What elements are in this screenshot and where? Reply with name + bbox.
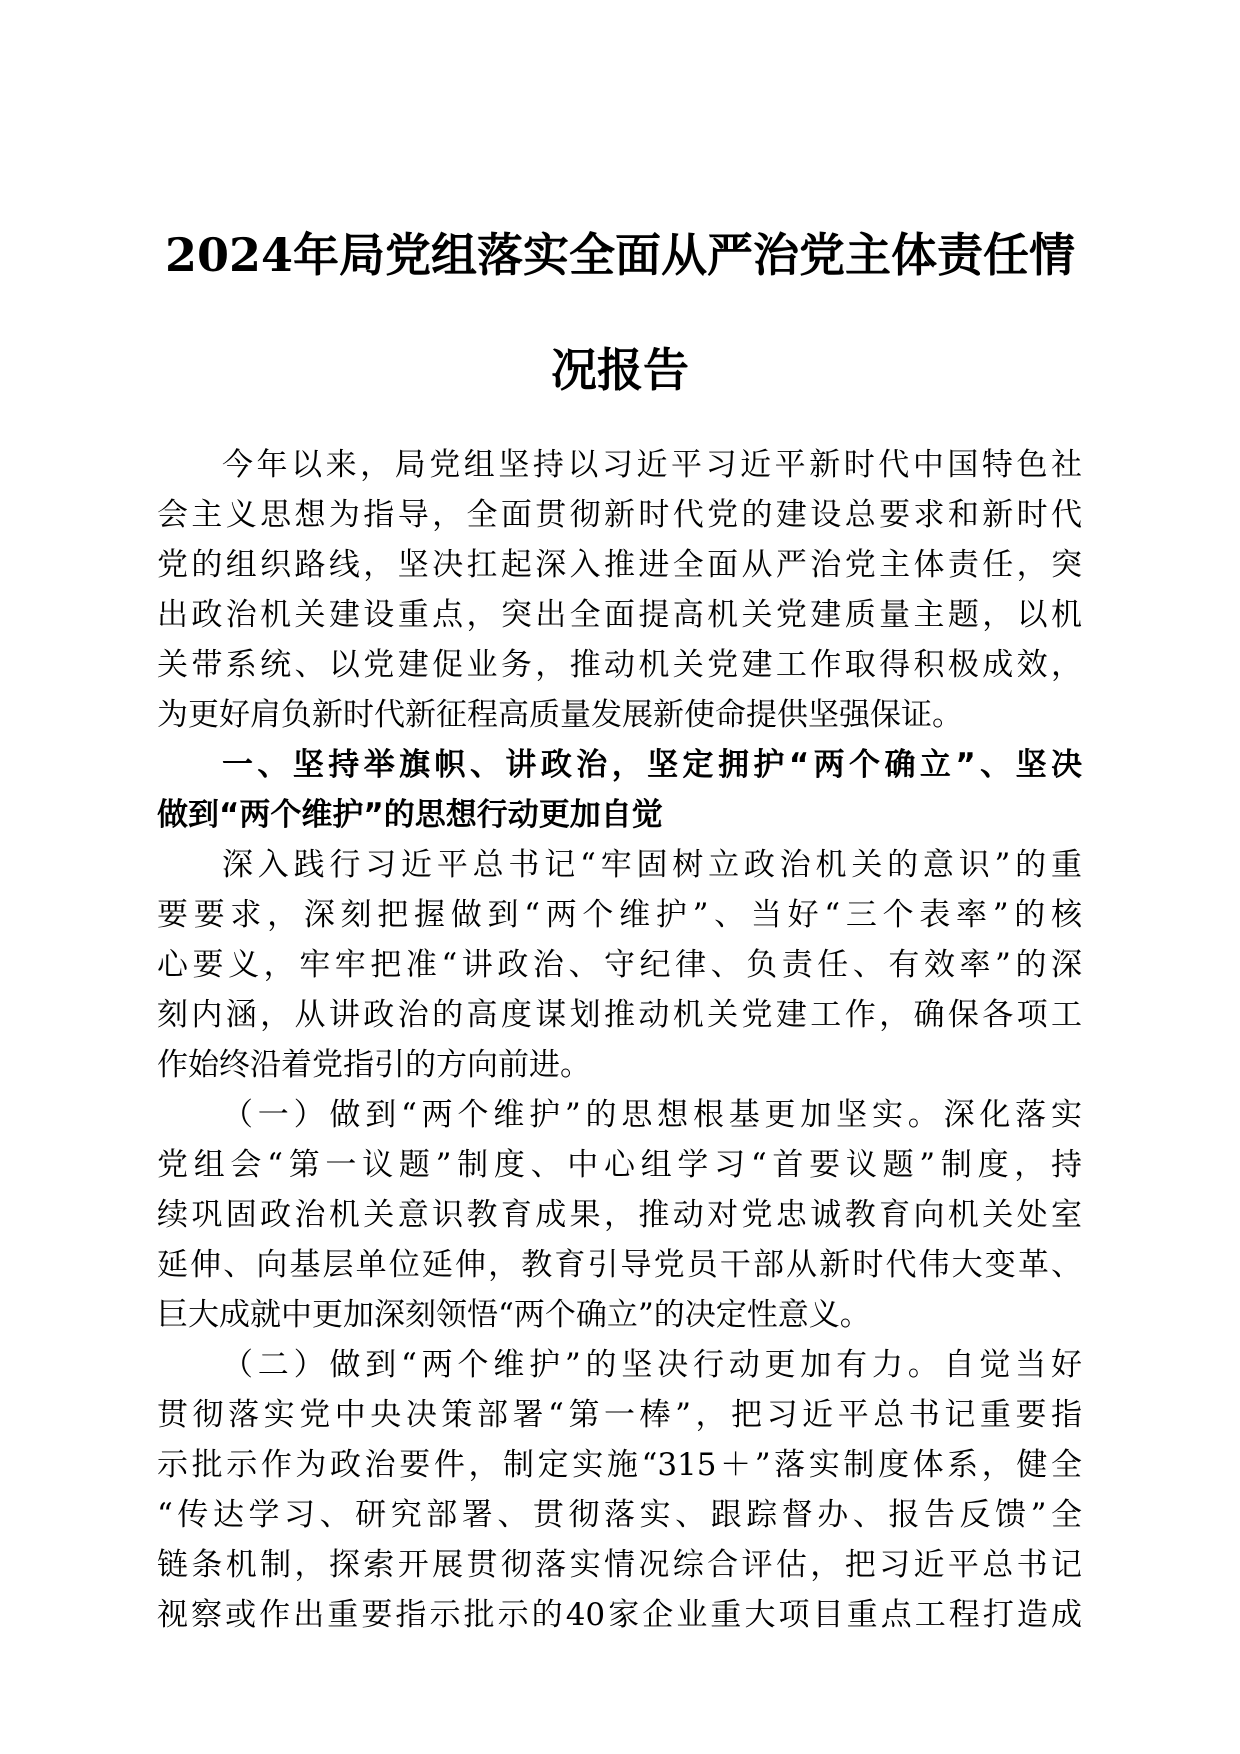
paragraph-line: 要要求，深刻把握做到“两个维护”、当好“三个表率”的核 [157,897,1082,933]
intro-line: 出政治机关建设重点，突出全面提高机关党建质量主题，以机 [157,597,1082,633]
paragraph-line: 延伸、向基层单位延伸，教育引导党员干部从新时代伟大变革、 [157,1247,1082,1283]
paragraph-line: 贯彻落实党中央决策部署“第一棒”，把习近平总书记重要指 [157,1397,1082,1433]
intro-line: 今年以来，局党组坚持以习近平习近平新时代中国特色社 [222,447,1082,483]
section-heading-line: 做到“两个维护”的思想行动更加自觉 [157,797,663,833]
paragraph-line: 链条机制，探索开展贯彻落实情况综合评估，把习近平总书记 [157,1547,1082,1583]
intro-line: 关带系统、以党建促业务，推动机关党建工作取得积极成效， [157,647,1082,683]
paragraph-line: 示批示作为政治要件，制定实施“315＋”落实制度体系，健全 [157,1447,1082,1483]
paragraph-line: 续巩固政治机关意识教育成果，推动对党忠诚教育向机关处室 [157,1197,1082,1233]
intro-line: 会主义思想为指导，全面贯彻新时代党的建设总要求和新时代 [157,497,1082,533]
intro-line: 党的组织路线，坚决扛起深入推进全面从严治党主体责任，突 [157,547,1082,583]
paragraph-line: （一）做到“两个维护”的思想根基更加坚实。深化落实 [222,1097,1082,1133]
paragraph-line: （二）做到“两个维护”的坚决行动更加有力。自觉当好 [222,1347,1082,1383]
paragraph-line: “传达学习、研究部署、贯彻落实、跟踪督办、报告反馈”全 [157,1497,1082,1533]
paragraph-line: 心要义，牢牢把准“讲政治、守纪律、负责任、有效率”的深 [157,947,1082,983]
intro-line: 为更好肩负新时代新征程高质量发展新使命提供坚强保证。 [157,697,963,733]
paragraph-line: 刻内涵，从讲政治的高度谋划推动机关党建工作，确保各项工 [157,997,1082,1033]
paragraph-line: 巨大成就中更加深刻领悟“两个确立”的决定性意义。 [157,1297,871,1333]
document-title-line-1: 2024年局党组落实全面从严治党主体责任情 [164,228,1076,282]
paragraph-line: 党组会“第一议题”制度、中心组学习“首要议题”制度，持 [157,1147,1082,1183]
section-heading-line: 一、坚持举旗帜、讲政治，坚定拥护“两个确立”、坚决 [222,747,1082,783]
paragraph-line: 作始终沿着党指引的方向前进。 [157,1047,591,1083]
paragraph-line: 深入践行习近平总书记“牢固树立政治机关的意识”的重 [222,847,1082,883]
document-title-line-2: 况报告 [551,343,689,397]
paragraph-line: 视察或作出重要指示批示的40家企业重大项目重点工程打造成 [157,1597,1082,1633]
